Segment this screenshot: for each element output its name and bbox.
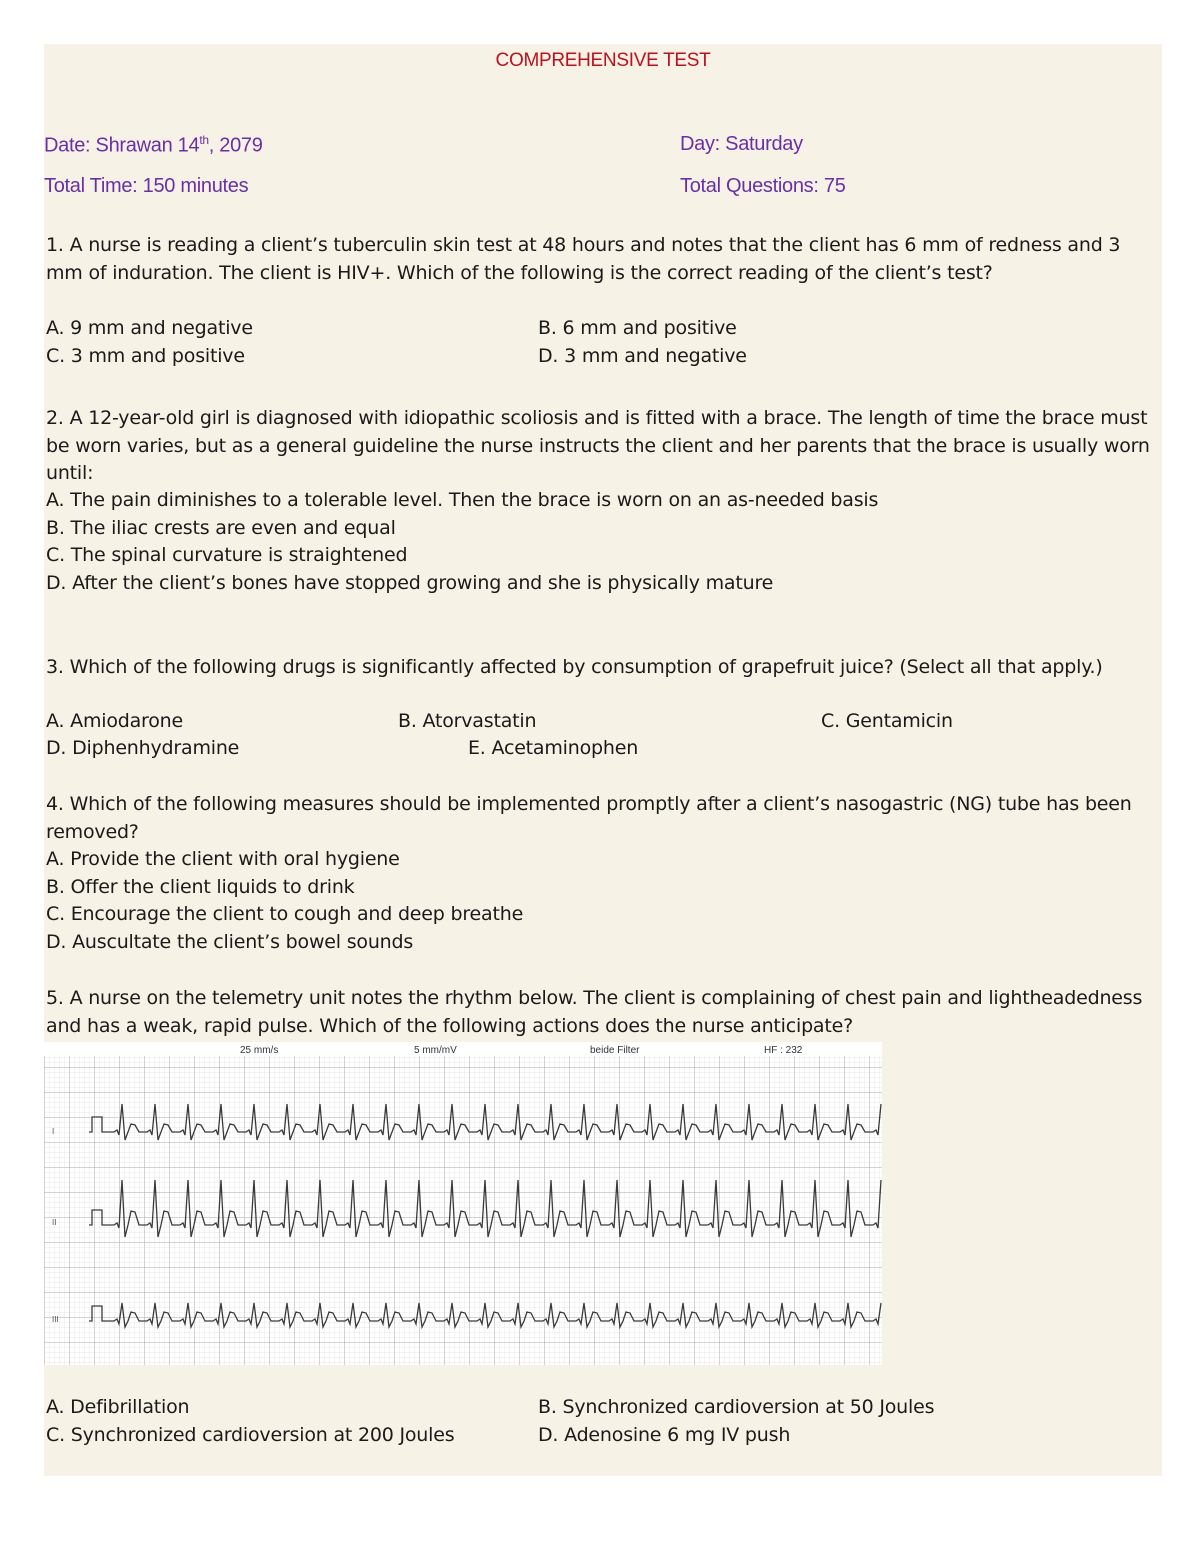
question-2 <box>46 405 1156 488</box>
ecg-gain-label: 5 mm/mV <box>414 1045 457 1056</box>
ecg-speed-label: 25 mm/s <box>240 1045 279 1056</box>
ecg-lead-label-2: II <box>52 1218 57 1227</box>
q1-option-a: A. 9 mm and negative <box>46 317 253 339</box>
date-label: Date: Shrawan 14 <box>44 134 200 157</box>
date-superscript: th <box>199 133 209 147</box>
day-line: Day: Saturday <box>680 133 803 155</box>
q4-option-d: D. Auscultate the client’s bowel sounds <box>46 931 414 953</box>
q1-option-d: D. 3 mm and negative <box>538 345 747 367</box>
ecg-rhythm-strip <box>44 1042 882 1365</box>
q3-option-b: B. Atorvastatin <box>398 710 537 732</box>
q2-option-d: D. After the client’s bones have stopped growing and she is physically mature <box>46 572 774 594</box>
question-5 <box>46 985 1156 1040</box>
q5-option-b: B. Synchronized cardioversion at 50 Joules <box>538 1396 935 1418</box>
q3-option-e: E. Acetaminophen <box>468 737 639 759</box>
question-4 <box>46 791 1156 846</box>
q4-option-b: B. Offer the client liquids to drink <box>46 876 355 898</box>
date-line <box>44 133 263 158</box>
page-title: COMPREHENSIVE TEST <box>495 50 711 71</box>
q2-option-c: C. The spinal curvature is straightened <box>46 544 408 566</box>
q5-option-a: A. Defibrillation <box>46 1396 190 1418</box>
question-stem: 4. Which of the following measures should be implemented promptly after a client’s nasogastric (NG) tube has been removed? <box>46 793 1132 843</box>
ecg-lead-label-1: I <box>52 1127 55 1136</box>
question-stem: 3. Which of the following drugs is significantly affected by consumption of grapefruit juice? (Select all that apply.) <box>46 656 1103 678</box>
q2-option-a: A. The pain diminishes to a tolerable level. Then the brace is worn on an as-needed basis <box>46 489 879 511</box>
ecg-lead-label-3: III <box>52 1315 59 1324</box>
total-questions-line: Total Questions: 75 <box>680 175 846 197</box>
q3-option-c: C. Gentamicin <box>821 710 953 732</box>
total-time-line: Total Time: 150 minutes <box>44 175 249 197</box>
q1-option-b: B. 6 mm and positive <box>538 317 737 339</box>
q4-option-a: A. Provide the client with oral hygiene <box>46 848 400 870</box>
q1-option-c: C. 3 mm and positive <box>46 345 245 367</box>
q3-option-a: A. Amiodarone <box>46 710 184 732</box>
question-stem: 1. A nurse is reading a client’s tuberculin skin test at 48 hours and notes that the client has 6 mm of redness and 3 mm of induration. The client is HIV+. Which of the following is the correct reading of the client’s test? <box>46 234 1121 284</box>
ecg-filter-label: beide Filter <box>590 1045 640 1056</box>
q5-option-c: C. Synchronized cardioversion at 200 Joules <box>46 1424 455 1446</box>
test-page <box>44 44 1162 1476</box>
q4-option-c: C. Encourage the client to cough and deep breathe <box>46 903 524 925</box>
q3-option-d: D. Diphenhydramine <box>46 737 240 759</box>
question-stem: 2. A 12-year-old girl is diagnosed with idiopathic scoliosis and is fitted with a brace. The length of time the brace must be worn varies, but as a general guideline the nurse instructs the client and her parents that the brace is usually worn until: <box>46 407 1150 485</box>
q2-option-b: B. The iliac crests are even and equal <box>46 517 396 539</box>
question-1 <box>46 232 1156 287</box>
ecg-hf-label: HF : 232 <box>764 1045 803 1056</box>
question-3 <box>46 654 1156 682</box>
q5-option-d: D. Adenosine 6 mg IV push <box>538 1424 791 1446</box>
date-year: , 2079 <box>208 134 263 157</box>
question-stem: 5. A nurse on the telemetry unit notes the rhythm below. The client is complaining of chest pain and lightheadedness and has a weak, rapid pulse. Which of the following actions does the nurse anticipate? <box>46 987 1143 1037</box>
